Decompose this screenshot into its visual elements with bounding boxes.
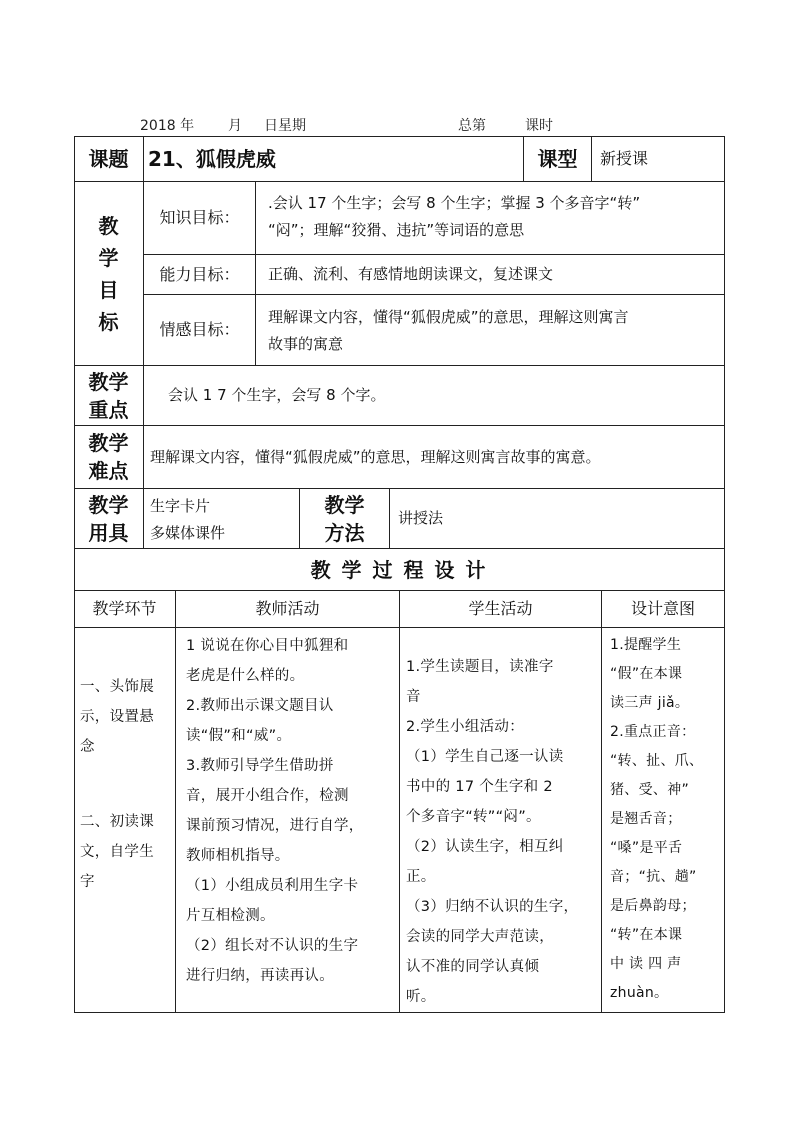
intent-line: “转、扯、爪、 — [610, 753, 704, 769]
type-value: 新授课 — [592, 136, 725, 182]
intent-line: 读三声 jiǎ。 — [610, 695, 690, 711]
intent-line: 猪、受、神” — [610, 782, 690, 798]
teacher-line: 读“假”和“威”。 — [186, 728, 292, 744]
tools-label — [74, 489, 144, 549]
student-line: 1.学生读题目，读准字 — [406, 659, 554, 675]
stage-line: 示，设置悬 — [80, 709, 154, 725]
date-header — [140, 115, 740, 135]
knowledge-goal-label: 知识目标： — [144, 182, 256, 255]
ability-goal-label: 能力目标： — [144, 255, 256, 295]
emotion-goal-text — [256, 295, 725, 366]
stage-line: 一、头饰展 — [80, 679, 154, 695]
teacher-line: 课前预习情况，进行自学， — [186, 818, 364, 834]
key-point-label-line: 教学 — [88, 369, 129, 394]
key-point-text: 会认 1 7 个生字，会写 8 个字。 — [144, 366, 725, 426]
lesson-plan-table — [74, 136, 725, 1013]
student-line: 书中的 17 个生字和 2 — [406, 779, 553, 795]
stage-line: 字 — [80, 874, 95, 890]
intent-line: zhuàn。 — [610, 985, 669, 1001]
method-label-line: 方法 — [324, 520, 365, 545]
col-header-stage: 教学环节 — [74, 591, 176, 628]
student-line: （2）认读生字，相互纠 — [406, 839, 564, 855]
col-header-student: 学生活动 — [400, 591, 602, 628]
stage-line: 二、初读课 — [80, 814, 154, 830]
tool-item: 生字卡片 — [150, 497, 211, 515]
teacher-line: （2）组长对不认识的生字 — [186, 938, 359, 954]
method-label — [300, 489, 390, 549]
difficulty-label-line: 教学 — [88, 431, 129, 455]
design-intent-cell — [602, 628, 725, 1013]
header-day-week: 日星期 — [264, 118, 306, 134]
emotion-line: 故事的寓意 — [268, 335, 344, 353]
teacher-line: 老虎是什么样的。 — [186, 668, 305, 684]
col-header-intent: 设计意图 — [602, 591, 725, 628]
key-point-label-line: 重点 — [88, 397, 129, 422]
tools-list — [144, 489, 300, 549]
header-lesson: 课时 — [525, 118, 553, 134]
ability-goal-text: 正确、流利、有感情地朗读课文，复述课文 — [256, 255, 725, 295]
header-month: 月 — [228, 118, 242, 134]
col-header-teacher: 教师活动 — [176, 591, 400, 628]
method-label-line: 教学 — [324, 492, 365, 517]
knowledge-line: .会认 17 个生字；会写 8 个生字；掌握 3 个多音字“转” — [268, 194, 641, 212]
teacher-line: （1）小组成员利用生字卡 — [186, 878, 359, 894]
teacher-line: 1 说说在你心目中狐狸和 — [186, 638, 349, 654]
goals-label — [74, 182, 144, 366]
teacher-line: 2.教师出示课文题目认 — [186, 698, 334, 714]
difficulty-label — [74, 426, 144, 489]
intent-line: 是翘舌音； — [610, 811, 682, 827]
intent-line: “转”在本课 — [610, 927, 683, 943]
student-line: 会读的同学大声范读， — [406, 929, 554, 945]
teacher-line: 音，展开小组合作，检测 — [186, 788, 349, 804]
knowledge-line: “闷”；理解“狡猾、违抗”等词语的意思 — [268, 221, 525, 239]
key-point-label — [74, 366, 144, 426]
tool-item: 多媒体课件 — [150, 524, 226, 542]
emotion-line: 理解课文内容，懂得“狐假虎威”的意思，理解这则寓言 — [268, 308, 629, 326]
student-line: （1）学生自己逐一认读 — [406, 749, 564, 765]
student-line: 2.学生小组活动： — [406, 719, 525, 735]
difficulty-text: 理解课文内容，懂得“狐假虎威”的意思，理解这则寓言故事的寓意。 — [144, 426, 725, 489]
tools-label-line: 用具 — [88, 520, 129, 545]
student-line: （3）归纳不认识的生字， — [406, 899, 579, 915]
method-value: 讲授法 — [390, 489, 725, 549]
intent-line: 是后鼻韵母； — [610, 898, 696, 914]
stage-cell — [74, 628, 176, 1013]
student-line: 正。 — [406, 869, 436, 885]
teacher-line: 进行归纳，再读再认。 — [186, 968, 334, 984]
header-total: 总第 — [458, 118, 486, 134]
teacher-line: 3.教师引导学生借助拼 — [186, 758, 334, 774]
difficulty-label-line: 难点 — [88, 459, 129, 483]
knowledge-goal-text — [256, 182, 725, 255]
teacher-line: 教师相机指导。 — [186, 848, 290, 864]
goals-label-char: 教 — [98, 213, 119, 238]
student-line: 个多音字“转”“闷”。 — [406, 809, 541, 825]
intent-line: “假”在本课 — [610, 666, 683, 682]
intent-line: 2.重点正音： — [610, 724, 696, 740]
student-line: 认不准的同学认真倾 — [406, 959, 540, 975]
student-line: 听。 — [406, 989, 436, 1005]
header-year: 2018 年 — [140, 118, 195, 134]
stage-line: 念 — [80, 739, 95, 755]
type-label: 课型 — [524, 136, 592, 182]
process-title: 教 学 过 程 设 计 — [74, 549, 725, 591]
intent-line: 1.提醒学生 — [610, 637, 682, 653]
student-activity-cell — [400, 628, 602, 1013]
teacher-activity-cell — [176, 628, 400, 1013]
student-line: 音 — [406, 689, 421, 705]
intent-line: 中 读 四 声 — [610, 956, 682, 972]
intent-line: 音；“抗、趟” — [610, 869, 697, 885]
stage-line: 文，自学生 — [80, 844, 154, 860]
intent-line: “嗓”是平舌 — [610, 840, 683, 856]
goals-label-char: 标 — [98, 309, 119, 334]
emotion-goal-label: 情感目标： — [144, 295, 256, 366]
teacher-line: 片互相检测。 — [186, 908, 275, 924]
goals-label-char: 目 — [98, 277, 119, 302]
topic-label: 课题 — [74, 136, 144, 182]
tools-label-line: 教学 — [88, 492, 129, 517]
topic-value: 21、狐假虎威 — [144, 136, 524, 182]
goals-label-char: 学 — [98, 245, 119, 270]
